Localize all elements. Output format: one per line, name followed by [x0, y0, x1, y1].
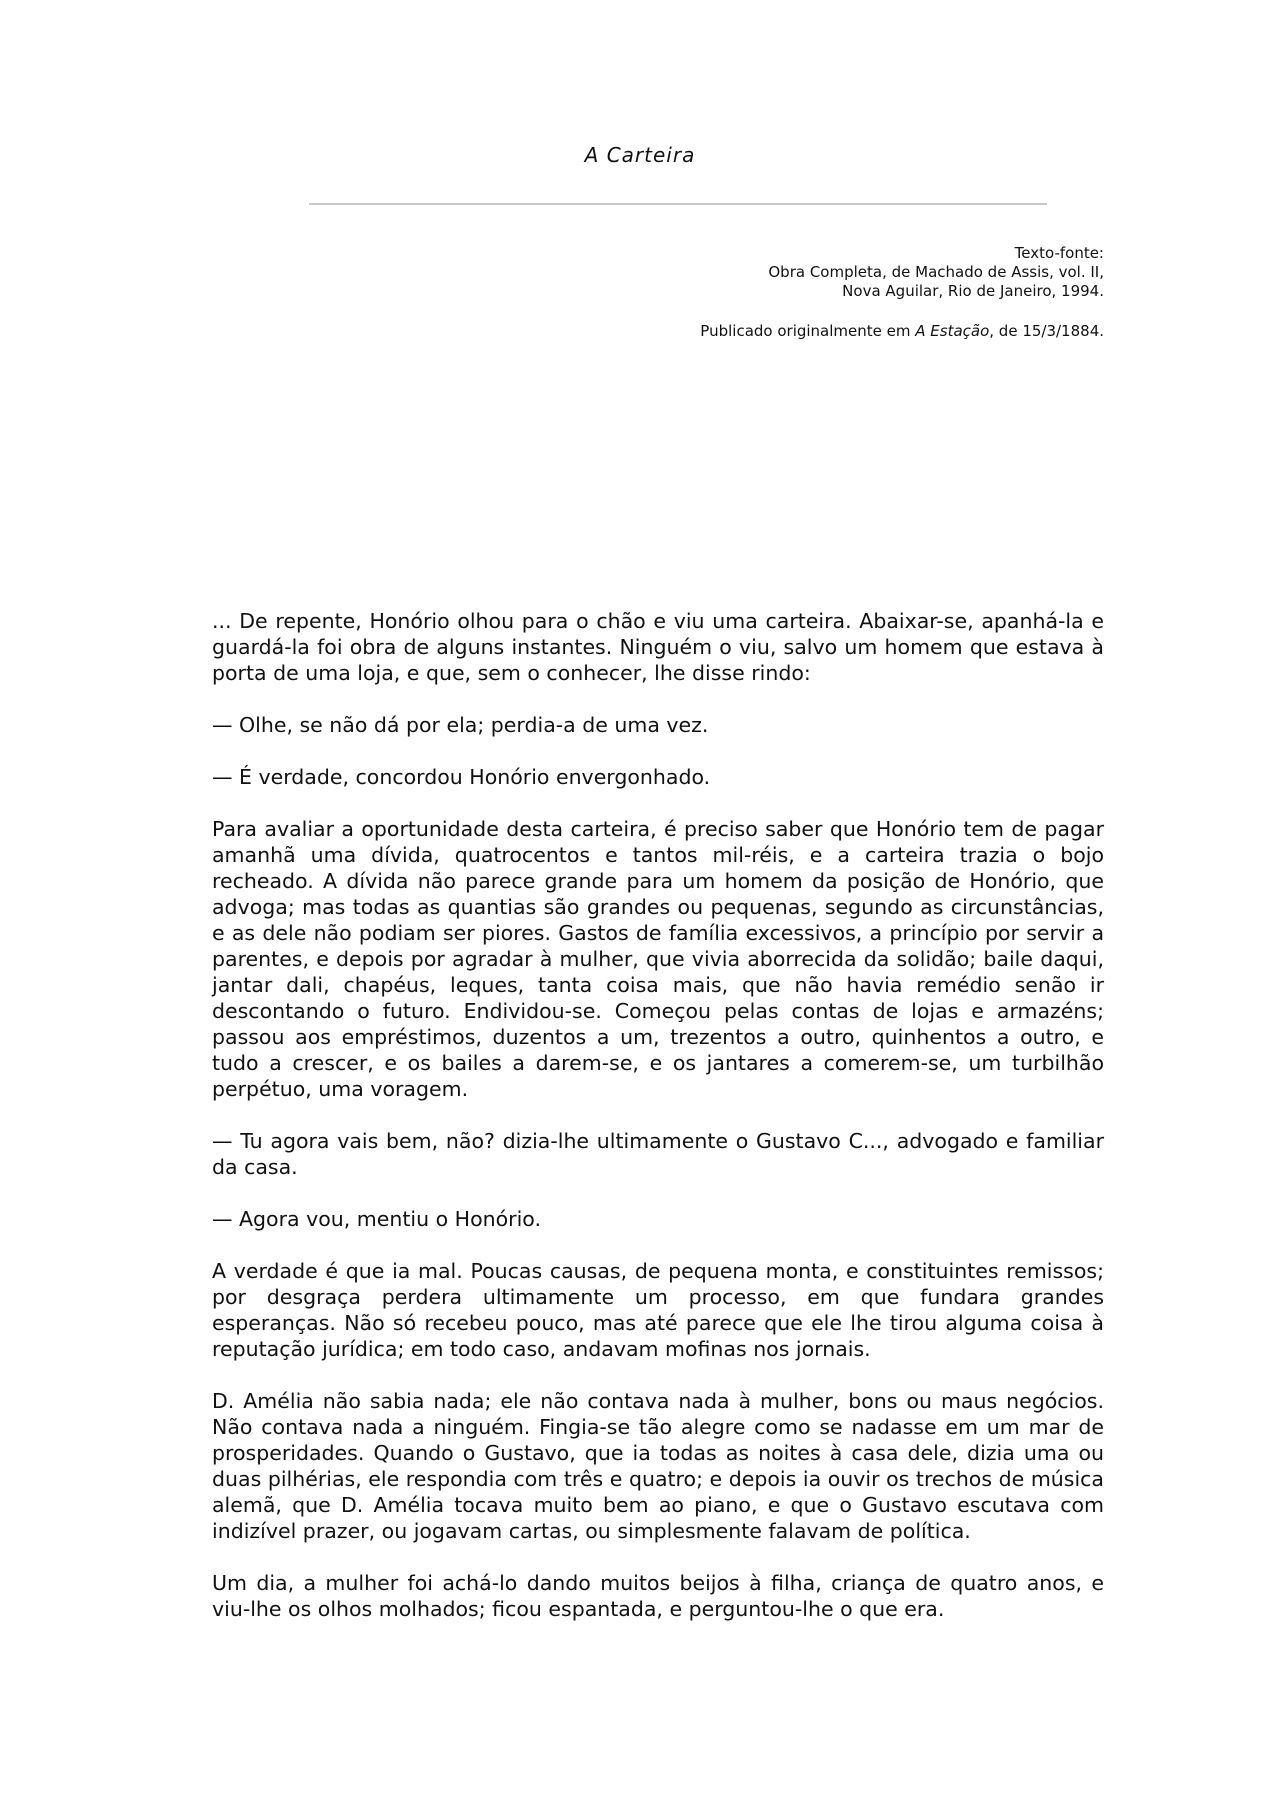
paragraph: — Tu agora vais bem, não? dizia-lhe ultimamente o Gustavo C..., advogado e familiar da casa.: [212, 1129, 1104, 1179]
paragraph: — Olhe, se não dá por ela; perdia-a de uma vez.: [212, 713, 709, 737]
paragraph: — É verdade, concordou Honório envergonhado.: [212, 765, 711, 789]
publication-periodical: A Estação: [915, 322, 990, 340]
paragraph: A verdade é que ia mal. Poucas causas, de pequena monta, e constituintes remissos; por desgraça perdera ultimamente um processo, em que fundara grandes esperanças. Não só recebeu pouco, mas até parece que ele lhe tirou alguma coisa à reputação jurídica; em todo caso, andavam mofinas nos jornais.: [212, 1259, 1104, 1361]
paragraph: D. Amélia não sabia nada; ele não contava nada à mulher, bons ou maus negócios. Não contava nada a ninguém. Fingia-se tão alegre como se nadasse em um mar de prosperidades. Quando o Gustavo, que ia todas as noites à casa dele, dizia uma ou duas pilhérias, ele respondia com três e quatro; e depois ia ouvir os trechos de música alemã, que D. Amélia tocava muito bem ao piano, e que o Gustavo escutava com indizível prazer, ou jogavam cartas, ou simplesmente falavam de política.: [212, 1389, 1104, 1543]
title-divider: [309, 203, 1047, 205]
publication-prefix: Publicado originalmente em: [700, 322, 916, 340]
original-publication: [504, 322, 1104, 341]
paragraph: Um dia, a mulher foi achá-lo dando muitos beijos à filha, criança de quatro anos, e viu-lhe os olhos molhados; ficou espantada, e perguntou-lhe o que era.: [212, 1571, 1104, 1621]
paragraph: Para avaliar a oportunidade desta carteira, é preciso saber que Honório tem de pagar amanhã uma dívida, quatrocentos e tantos mil-réis, e a carteira trazia o bojo recheado. A dívida não parece grande para um homem da posição de Honório, que advoga; mas todas as quantias são grandes ou pequenas, segundo as circunstâncias, e as dele não podiam ser piores. Gastos de família excessivos, a princípio por servir a parentes, e depois por agradar à mulher, que vivia aborrecida da solidão; baile daqui, jantar dali, chapéus, leques, tanta coisa mais, que não havia remédio senão ir descontando o futuro. Endividou-se. Começou pelas contas de lojas e armazéns; passou aos empréstimos, duzentos a um, trezentos a outro, quinhentos a outro, e tudo a crescer, e os bailes a darem-se, e os jantares a comerem-se, um turbilhão perpétuo, uma voragem.: [212, 817, 1104, 1101]
paragraph: ... De repente, Honório olhou para o chão e viu uma carteira. Abaixar-se, apanhá-la e guardá-la foi obra de alguns instantes. Ninguém o viu, salvo um homem que estava à porta de uma loja, e que, sem o conhecer, lhe disse rindo:: [212, 609, 1104, 685]
page-title: A Carteira: [584, 143, 696, 167]
paragraph: — Agora vou, mentiu o Honório.: [212, 1207, 541, 1231]
source-work: Obra Completa, de Machado de Assis, vol. II,: [768, 263, 1104, 281]
source-publisher: Nova Aguilar, Rio de Janeiro, 1994.: [842, 282, 1104, 300]
source-label: Texto-fonte:: [1014, 244, 1104, 262]
source-note: [504, 244, 1104, 341]
story-body: [212, 608, 1104, 1648]
publication-suffix: , de 15/3/1884.: [989, 322, 1104, 340]
